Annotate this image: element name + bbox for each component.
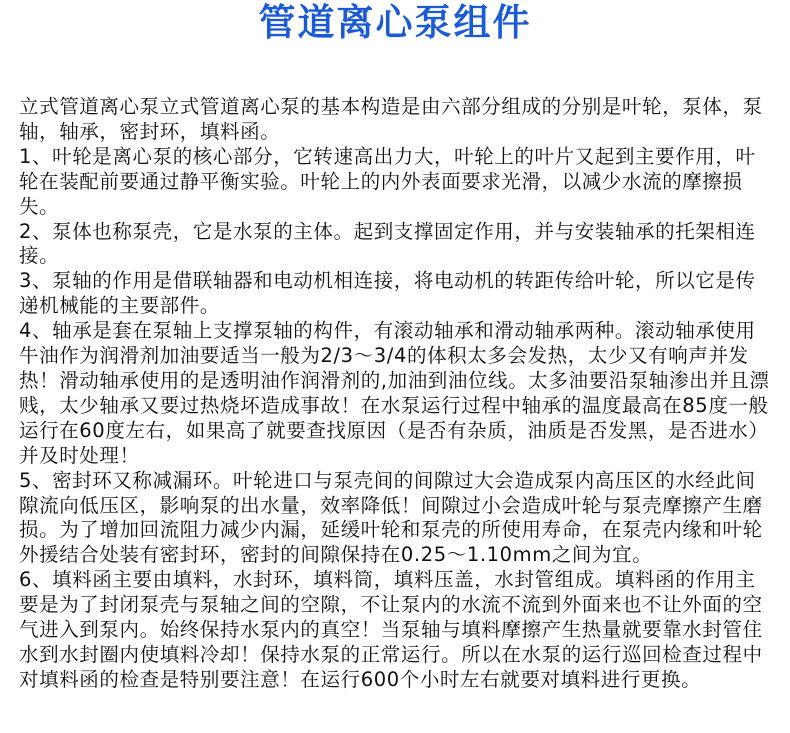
paragraph-seal-ring: 5、密封环又称减漏环。叶轮进口与泵壳间的间隙过大会造成泵内高压区的水经此间隙流向低压区，影响泵的出水量，效率降低！间隙过小会造成叶轮与泵壳摩擦产生磨损。为了增加回流阻力减少内漏，延缓叶轮和泵壳的所使用寿命，在泵壳内缘和叶轮外援结合处装有密封环，密封的间隙保持在0.25～1.10mm之间为宜。: [19, 468, 763, 567]
paragraph-packing-box: 6、填料函主要由填料，水封环，填料筒，填料压盖，水封管组成。填料函的作用主要是为了封闭泵壳与泵轴之间的空隙，不让泵内的水流不流到外面来也不让外面的空气进入到泵内。始终保持水泵内的真空！当泵轴与填料摩擦产生热量就要靠水封管住水到水封圈内使填料冷却！保持水泵的正常运行。所以在水泵的运行巡回检查过程中对填料函的检查是特别要注意！在运行600个小时左右就要对填料进行更换。: [19, 568, 763, 691]
paragraph-pump-shaft: 3、泵轴的作用是借联轴器和电动机相连接，将电动机的转距传给叶轮，所以它是传递机械能的主要部件。: [19, 269, 756, 318]
paragraph-bearing: 4、轴承是套在泵轴上支撑泵轴的构件，有滚动轴承和滑动轴承两种。滚动轴承使用牛油作为润滑剂加油要适当一般为2/3～3/4的体积太多会发热，太少又有响声并发热！滑动轴承使用的是透明油作润滑剂的,加油到油位线。太多油要沿泵轴渗出并且漂贱，太少轴承又要过热烧坏造成事故！在水泵运行过程中轴承的温度最高在85度一般运行在60度左右，如果高了就要查找原因（是否有杂质，油质是否发黑，是否进水）并及时处理！: [19, 319, 770, 467]
paragraph-pump-body: 2、泵体也称泵壳，它是水泵的主体。起到支撑固定作用，并与安装轴承的托架相连接。: [19, 219, 756, 268]
page-title: 管道离心泵组件: [258, 1, 532, 44]
paragraph-impeller: 1、叶轮是离心泵的核心部分，它转速高出力大，叶轮上的叶片又起到主要作用，叶轮在装配前要通过静平衡实验。叶轮上的内外表面要求光滑，以减少水流的摩擦损失。: [19, 144, 756, 218]
document-body: [19, 95, 771, 693]
paragraph-intro: 立式管道离心泵立式管道离心泵的基本构造是由六部分组成的分别是叶轮，泵体，泵轴，轴承，密封环，填料函。: [19, 95, 763, 143]
